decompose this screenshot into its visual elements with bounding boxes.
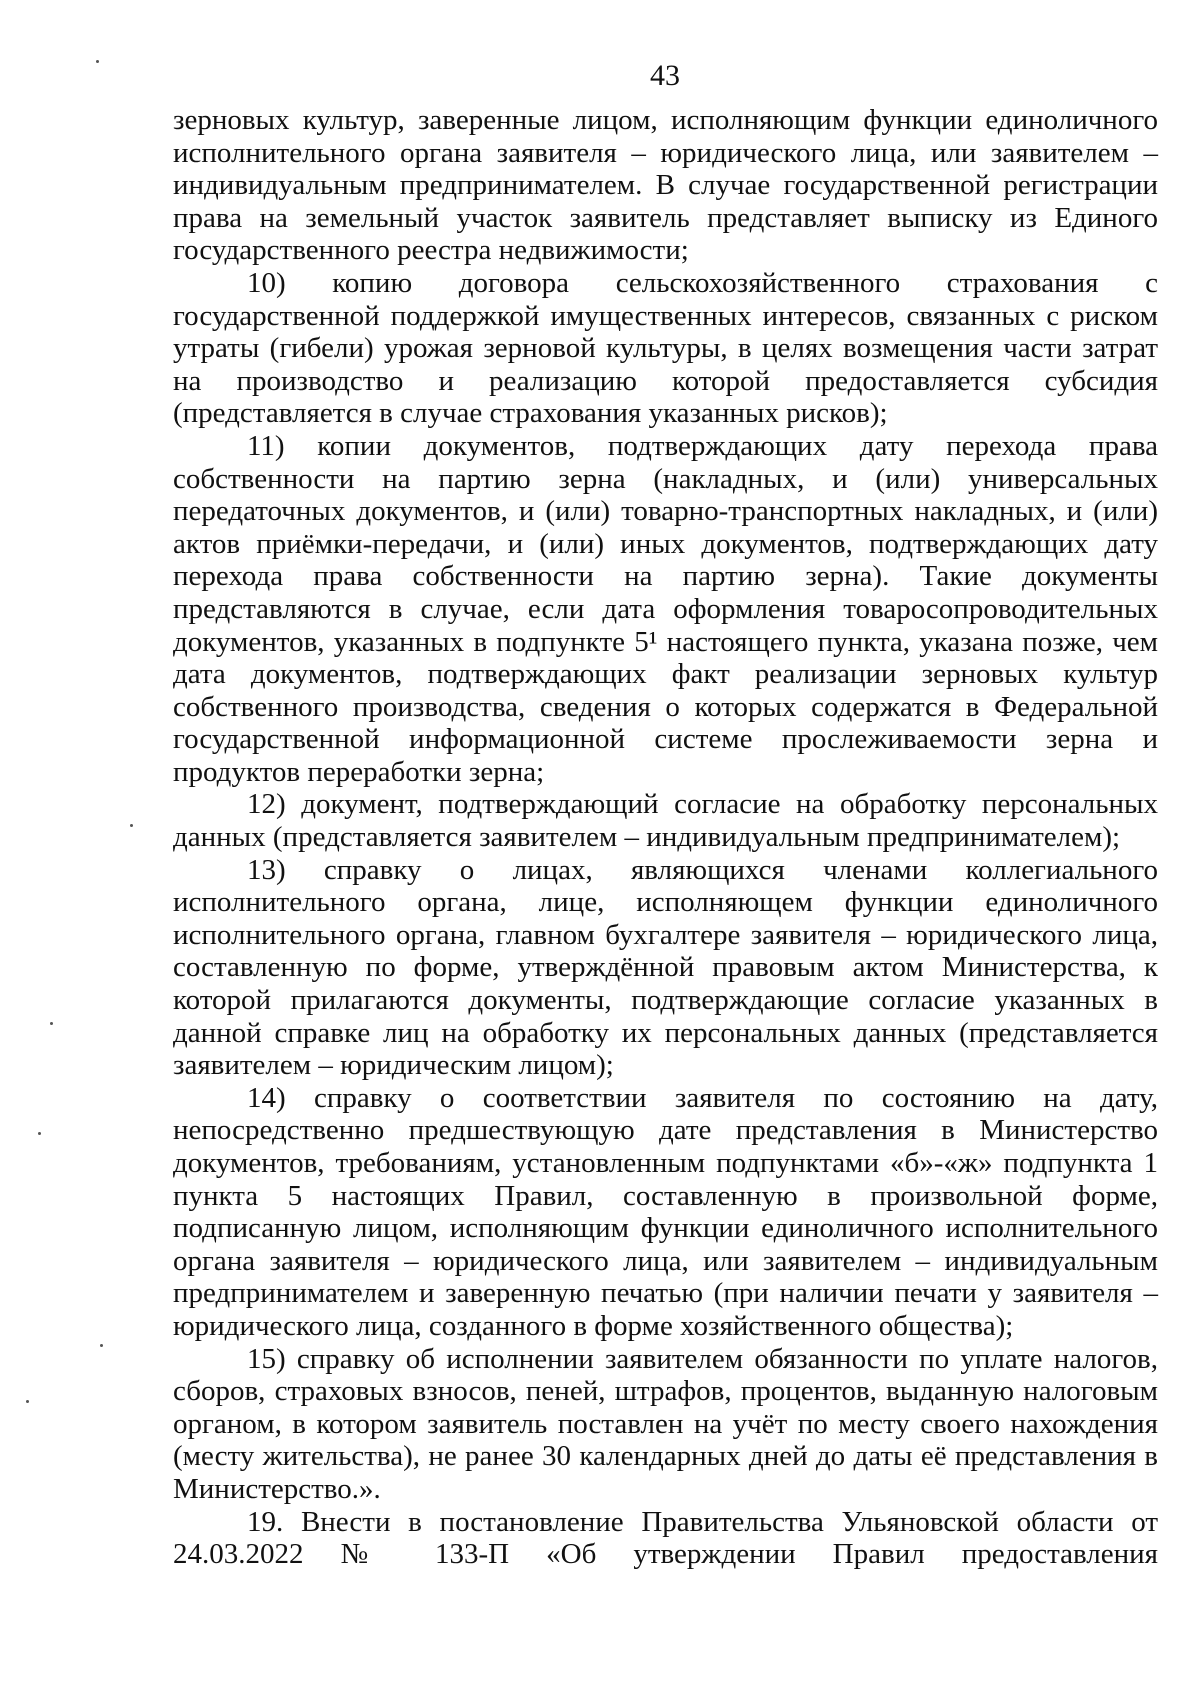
paragraph-item-13: 13) справку о лицах, являющихся членами коллегиального исполнительного органа, лице, исполняющем функции единоличного исполнительного органа, главном бухгалтере заявителя – юридического лица, составленную по форме, утверждённой правовым актом Министерства, к которой прилагаются документы, подтверждающие согласие указанных в данной справке лиц на обработку их персональных данных (представляется заявителем – юридическим лицом); xyxy=(173,853,1158,1082)
scan-speck xyxy=(26,1400,29,1403)
document-body xyxy=(173,104,1158,1571)
scan-speck xyxy=(38,1132,41,1135)
paragraph-item-12: 12) документ, подтверждающий согласие на обработку персональных данных (представляется заявителем – индивидуальным предпринимателем); xyxy=(173,788,1158,854)
page-number: 43 xyxy=(650,59,680,92)
paragraph-item-19: 19. Внести в постановление Правительства Ульяновской области от 24.03.2022 № 133-П «Об утверждении Правил предоставления xyxy=(173,1505,1158,1571)
scan-speck xyxy=(100,1344,103,1347)
paragraph-item-14: 14) справку о соответствии заявителя по состоянию на дату, непосредственно предшествующую дате представления в Министерство документов, требованиям, установленным подпунктами «б»-«ж» подпункта 1 пункта 5 настоящих Правил, составленную в произвольной форме, подписанную лицом, исполняющим функции единоличного исполнительного органа заявителя – юридического лица, или заявителем – индивидуальным предпринимателем и заверенную печатью (при наличии печати у заявителя – юридического лица, созданного в форме хозяйственного общества); xyxy=(173,1081,1158,1342)
scan-speck xyxy=(130,824,133,827)
paragraph-item-10: 10) копию договора сельскохозяйственного страхования с государственной поддержкой имущественных интересов, связанных с риском утраты (гибели) урожая зерновой культуры, в целях возмещения части затрат на производство и реализацию которой предоставляется субсидия (представляется в случае страхования указанных рисков); xyxy=(173,266,1158,430)
scan-speck xyxy=(96,60,99,63)
paragraph-continuation: зерновых культур, заверенные лицом, исполняющим функции единоличного исполнительного органа заявителя – юридического лица, или заявителем – индивидуальным предпринимателем. В случае государственной регистрации права на земельный участок заявитель представляет выписку из Единого государственного реестра недвижимости; xyxy=(173,104,1158,267)
scan-speck xyxy=(50,1022,53,1025)
paragraph-item-11: 11) копии документов, подтверждающих дату перехода права собственности на партию зерна (накладных, и (или) универсальных передаточных документов, и (или) товарно-транспортных накладных, и (или) актов приёмки-передачи, и (или) иных документов, подтверждающих дату перехода права собственности на партию зерна). Такие документы представляются в случае, если дата оформления товаросопроводительных документов, указанных в подпункте 5¹ настоящего пункта, указана позже, чем дата документов, подтверждающих факт реализации зерновых культур собственного производства, сведения о которых содержатся в Федеральной государственной информационной системе прослеживаемости зерна и продуктов переработки зерна; xyxy=(173,429,1158,788)
paragraph-item-15: 15) справку об исполнении заявителем обязанности по уплате налогов, сборов, страховых взносов, пеней, штрафов, процентов, выданную налоговым органом, в котором заявитель поставлен на учёт по месту своего нахождения (месту жительства), не ранее 30 календарных дней до даты её представления в Министерство.». xyxy=(173,1342,1158,1505)
